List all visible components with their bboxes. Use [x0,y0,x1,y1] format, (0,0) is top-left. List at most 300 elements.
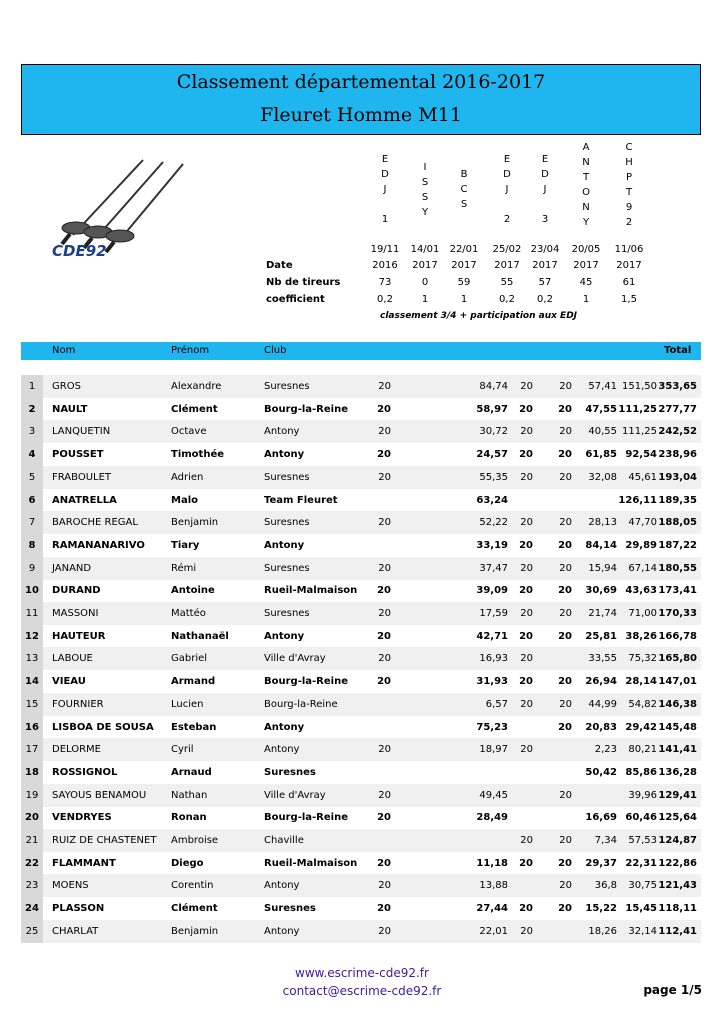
score-cell: 22,31 [625,857,657,869]
score-cell: 20 [519,630,533,642]
rank-cell: 23 [21,874,43,897]
nom-cell: VENDRYES [52,812,112,824]
score-cell: 75,32 [628,653,657,665]
total-cell: 173,41 [658,585,697,597]
table-row [21,466,701,489]
club-cell: Antony [264,630,305,642]
competition-letter: H [625,157,633,168]
nom-cell: MOENS [52,880,89,892]
competition-letter: Y [421,207,429,218]
prenom-cell: Benjamin [171,517,219,529]
total-cell: 238,96 [658,449,697,461]
club-cell: Antony [264,744,300,756]
competition-date: 19/11 [370,244,400,255]
col-nom: Nom [52,345,76,356]
total-cell: 124,87 [658,835,697,846]
competition-letter: E [503,154,511,165]
rank-cell: 1 [21,375,43,398]
title-banner [21,64,701,135]
club-cell: Bourg-la-Reine [264,698,338,710]
score-cell: 20 [377,676,391,688]
total-cell: 129,41 [658,789,697,801]
score-cell: 20 [520,562,533,574]
competition-letter: N [582,157,590,168]
prenom-cell: Mattéo [171,608,206,619]
score-cell: 27,44 [476,903,508,915]
competition-date: 22/01 [449,244,479,255]
table-row [21,579,701,602]
competition-coef: 1 [460,294,468,305]
rank-cell: 10 [21,579,43,602]
score-cell: 33,55 [588,653,617,665]
score-cell: 25,81 [585,630,617,642]
prenom-cell: Tiary [171,539,200,551]
competition-letter: D [541,169,549,180]
competition-letter: T [582,172,590,183]
rank-cell: 2 [21,398,43,421]
score-cell: 15,94 [588,562,617,574]
score-cell: 20 [519,449,533,461]
competition-year: 2016 [372,260,398,271]
competition-letter: 1 [381,214,389,225]
prenom-cell: Antoine [171,585,215,597]
table-header [21,342,701,360]
score-cell: 28,49 [476,812,508,824]
score-cell: 37,47 [479,562,508,574]
score-cell: 39,96 [628,789,657,801]
nom-cell: BAROCHE REGAL [52,517,138,529]
club-cell: Antony [264,539,305,551]
total-cell: 136,28 [658,766,697,778]
club-cell: Ville d'Avray [264,653,326,665]
score-cell: 20 [377,857,391,869]
total-cell: 125,64 [658,812,697,824]
score-cell: 20 [377,630,391,642]
competition-header [444,167,484,212]
table-row [21,511,701,534]
score-cell: 111,25 [622,426,657,438]
rank-cell: 5 [21,466,43,489]
score-cell: 20 [519,539,533,551]
competition-letter: 2 [625,217,633,228]
score-cell: 16,93 [479,653,508,665]
total-cell: 122,86 [658,857,697,869]
rank-cell: 25 [21,920,43,943]
nom-cell: NAULT [52,403,88,415]
club-cell: Antony [264,880,300,892]
competition-header [365,152,405,227]
score-cell: 52,22 [479,517,508,529]
total-cell: 353,65 [658,381,697,392]
prenom-cell: Benjamin [171,925,219,937]
score-cell: 71,00 [628,608,657,619]
rank-cell: 3 [21,420,43,443]
footer-email[interactable]: contact@escrime-cde92.fr [282,984,442,998]
table-row [21,443,701,466]
competition-year: 2017 [494,260,520,271]
score-cell: 75,23 [476,721,508,733]
score-cell: 20 [519,403,533,415]
score-cell: 20 [378,471,391,483]
table-row [21,693,701,716]
competition-tireurs: 0 [421,277,429,288]
prenom-cell: Lucien [171,698,204,710]
rank-cell: 17 [21,738,43,761]
score-cell: 84,74 [479,381,508,392]
score-cell: 20 [377,903,391,915]
prenom-cell: Timothée [171,449,225,461]
competition-letter [487,197,527,212]
competition-header [525,152,565,227]
score-cell: 20 [520,744,533,756]
score-cell: 20 [558,721,572,733]
score-cell: 20 [520,698,533,710]
club-cell: Suresnes [264,562,310,574]
score-cell: 22,01 [479,925,508,937]
prenom-cell: Nathan [171,789,208,801]
prenom-cell: Corentin [171,880,214,892]
club-cell: Bourg-la-Reine [264,676,348,688]
club-cell: Rueil-Malmaison [264,585,358,597]
table-row [21,829,701,852]
competition-date: 25/02 [492,244,522,255]
score-cell: 20 [378,562,391,574]
score-cell: 20 [558,676,572,688]
score-cell: 61,85 [585,449,617,461]
score-cell: 33,19 [476,539,508,551]
score-cell: 20 [559,608,572,619]
score-cell: 18,97 [479,744,508,756]
score-cell: 21,74 [588,608,617,619]
competition-letter: N [582,202,590,213]
competition-year: 2017 [573,260,599,271]
prenom-cell: Malo [171,494,198,506]
score-cell: 20 [378,517,391,529]
competition-letter: I [423,162,427,173]
score-cell: 20 [558,403,572,415]
prenom-cell: Arnaud [171,766,212,778]
score-cell: 29,37 [585,857,617,869]
score-cell: 30,75 [628,880,657,892]
score-cell: 20 [520,925,533,937]
prenom-cell: Rémi [171,562,197,574]
page-number: page 1/5 [643,983,702,997]
club-cell: Suresnes [264,381,310,392]
rank-cell: 11 [21,602,43,625]
competition-year: 2017 [451,260,477,271]
competition-coef: 1,5 [621,294,637,305]
competition-tireurs: 61 [622,277,636,288]
score-cell: 20 [520,381,533,392]
score-cell: 20 [520,426,533,438]
table-row [21,489,701,512]
rank-cell: 14 [21,670,43,693]
total-cell: 118,11 [658,903,697,915]
title-line-1: Classement départemental 2016-2017 [176,71,546,93]
nom-cell: HAUTEUR [52,630,106,642]
table-row [21,897,701,920]
score-cell: 80,21 [628,744,657,756]
score-cell: 20 [558,630,572,642]
score-cell: 13,88 [479,880,508,892]
score-cell: 20,83 [585,721,617,733]
rank-cell: 4 [21,443,43,466]
score-cell: 30,72 [479,426,508,438]
competition-letter: P [625,172,633,183]
total-cell: 112,41 [658,925,697,937]
score-cell: 18,26 [588,925,617,937]
nom-cell: SAYOUS BENAMOU [52,789,147,801]
prenom-cell: Clément [171,403,218,415]
nom-cell: LISBOA DE SOUSA [52,721,154,733]
table-row [21,647,701,670]
table-row [21,716,701,739]
competition-letter: J [543,184,547,195]
total-cell: 141,41 [658,744,697,756]
prenom-cell: Ambroise [171,835,219,846]
table-row [21,806,701,829]
score-cell: 85,86 [625,766,657,778]
rank-cell: 15 [21,693,43,716]
score-cell: 2,23 [594,744,617,756]
score-cell: 58,97 [476,403,508,415]
competition-header [487,152,527,227]
prenom-cell: Ronan [171,812,207,824]
competition-letter: C [625,142,633,153]
nom-cell: RUIZ DE CHASTENET [52,835,157,846]
prenom-cell: Cyril [171,744,194,756]
score-cell: 15,22 [585,903,617,915]
rank-cell: 12 [21,625,43,648]
score-cell: 67,14 [628,562,657,574]
total-cell: 277,77 [658,403,697,415]
total-cell: 166,78 [658,630,697,642]
competition-letter: S [460,199,468,210]
club-cell: Antony [264,925,300,937]
nom-cell: ANATRELLA [52,494,117,506]
score-cell: 20 [377,812,391,824]
score-cell: 31,93 [476,676,508,688]
club-cell: Chaville [264,835,304,846]
prenom-cell: Diego [171,857,204,869]
competition-letter: E [541,154,549,165]
rank-cell: 22 [21,852,43,875]
col-prenom: Prénom [171,345,210,356]
score-cell: 17,59 [479,608,508,619]
competition-letter: Y [582,217,590,228]
score-cell: 20 [520,835,533,846]
logo-text: CDE92 [52,242,107,260]
competition-coef: 1 [582,294,590,305]
total-cell: 145,48 [658,721,697,733]
nom-cell: FLAMMANT [52,857,116,869]
table-row [21,420,701,443]
score-cell: 20 [377,585,391,597]
rank-cell: 8 [21,534,43,557]
competition-letter: S [421,192,429,203]
table-row [21,602,701,625]
ranking-note: classement 3/4 + participation aux EDJ [380,311,578,321]
score-cell: 6,57 [485,698,508,710]
score-cell: 20 [378,880,391,892]
competition-tireurs: 57 [538,277,552,288]
nom-cell: RAMANANARIVO [52,539,145,551]
table-row [21,398,701,421]
score-cell: 42,71 [476,630,508,642]
rank-cell: 7 [21,511,43,534]
club-cell: Bourg-la-Reine [264,403,348,415]
score-cell: 38,26 [625,630,657,642]
table-row [21,920,701,943]
table-row [21,761,701,784]
competition-tireurs: 55 [500,277,514,288]
club-cell: Suresnes [264,766,316,778]
score-cell: 20 [559,835,572,846]
prenom-cell: Octave [171,426,207,438]
table-row [21,557,701,580]
total-cell: 188,05 [658,517,697,529]
score-cell: 20 [558,903,572,915]
score-cell: 15,45 [625,903,657,915]
nom-cell: LANQUETIN [52,426,111,438]
tireurs-label: Nb de tireurs [266,277,341,288]
score-cell: 20 [378,789,391,801]
score-cell: 16,69 [585,812,617,824]
total-cell: 165,80 [658,653,697,665]
nom-cell: POUSSET [52,449,104,461]
rank-cell: 13 [21,647,43,670]
club-cell: Suresnes [264,903,316,915]
competition-tireurs: 73 [378,277,392,288]
score-cell: 84,14 [585,539,617,551]
score-cell: 57,41 [588,381,617,392]
competition-letter: A [582,142,590,153]
competition-letter: C [460,184,468,195]
prenom-cell: Nathanaël [171,630,229,642]
score-cell: 20 [559,698,572,710]
score-cell: 44,99 [588,698,617,710]
prenom-cell: Gabriel [171,653,208,665]
rank-cell: 24 [21,897,43,920]
score-cell: 55,35 [479,471,508,483]
table-row [21,784,701,807]
table-row [21,874,701,897]
competition-letter: 3 [541,214,549,225]
score-cell: 20 [559,381,572,392]
competition-letter: T [625,187,633,198]
score-cell: 20 [559,789,572,801]
competition-coef: 0,2 [537,294,553,305]
nom-cell: LABOUE [52,653,93,665]
competition-letter: D [381,169,389,180]
score-cell: 20 [519,903,533,915]
competition-coef: 0,2 [499,294,515,305]
rank-cell: 9 [21,557,43,580]
table-row [21,670,701,693]
club-cell: Suresnes [264,471,310,483]
competition-letter: B [460,169,468,180]
score-cell: 20 [559,562,572,574]
nom-cell: FRABOULET [52,471,112,483]
nom-cell: CHARLAT [52,925,99,937]
club-cell: Ville d'Avray [264,789,326,801]
table-row [21,375,701,398]
club-cell: Antony [264,721,305,733]
total-cell: 121,43 [658,880,697,892]
club-cell: Bourg-la-Reine [264,812,348,824]
score-cell: 20 [558,857,572,869]
score-cell: 30,69 [585,585,617,597]
score-cell: 20 [378,608,391,619]
table-row [21,852,701,875]
nom-cell: JANAND [52,562,92,574]
score-cell: 32,08 [588,471,617,483]
score-cell: 28,14 [625,676,657,688]
competition-letter: 9 [625,202,633,213]
score-cell: 20 [378,426,391,438]
score-cell: 36,8 [594,880,617,892]
total-cell: 180,55 [658,562,697,574]
col-club: Club [264,345,287,356]
club-cell: Antony [264,426,300,438]
score-cell: 20 [377,403,391,415]
score-cell: 20 [559,426,572,438]
competition-tireurs: 59 [457,277,471,288]
total-cell: 187,22 [658,539,697,551]
competition-letter: J [383,184,387,195]
score-cell: 126,11 [618,494,657,506]
score-cell: 20 [378,744,391,756]
score-cell: 20 [519,857,533,869]
score-cell: 20 [378,653,391,665]
competition-date: 23/04 [530,244,560,255]
score-cell: 45,61 [628,471,657,483]
coef-label: coefficient [266,294,325,305]
total-cell: 146,38 [658,698,697,710]
competition-header [566,140,606,230]
total-cell: 242,52 [658,426,697,438]
competition-year: 2017 [412,260,438,271]
score-cell: 20 [559,880,572,892]
score-cell: 47,70 [628,517,657,529]
nom-cell: MASSONI [52,608,99,619]
col-total: Total [664,345,692,356]
score-cell: 20 [558,449,572,461]
nom-cell: PLASSON [52,903,105,915]
competition-date: 14/01 [410,244,440,255]
score-cell: 20 [519,585,533,597]
score-cell: 20 [559,517,572,529]
score-cell: 29,42 [625,721,657,733]
score-cell: 43,63 [625,585,657,597]
score-cell: 20 [378,925,391,937]
competition-year: 2017 [616,260,642,271]
table-row [21,738,701,761]
footer-website[interactable]: www.escrime-cde92.fr [295,966,429,980]
score-cell: 151,50 [622,381,657,392]
title-line-2: Fleuret Homme M11 [260,104,462,126]
competition-letter [365,197,405,212]
score-cell: 7,34 [594,835,617,846]
score-cell: 20 [378,381,391,392]
competition-letter: E [381,154,389,165]
score-cell: 20 [558,539,572,551]
prenom-cell: Esteban [171,721,217,733]
rank-cell: 16 [21,716,43,739]
score-cell: 20 [520,608,533,619]
score-cell: 28,13 [588,517,617,529]
competition-letter: O [582,187,590,198]
